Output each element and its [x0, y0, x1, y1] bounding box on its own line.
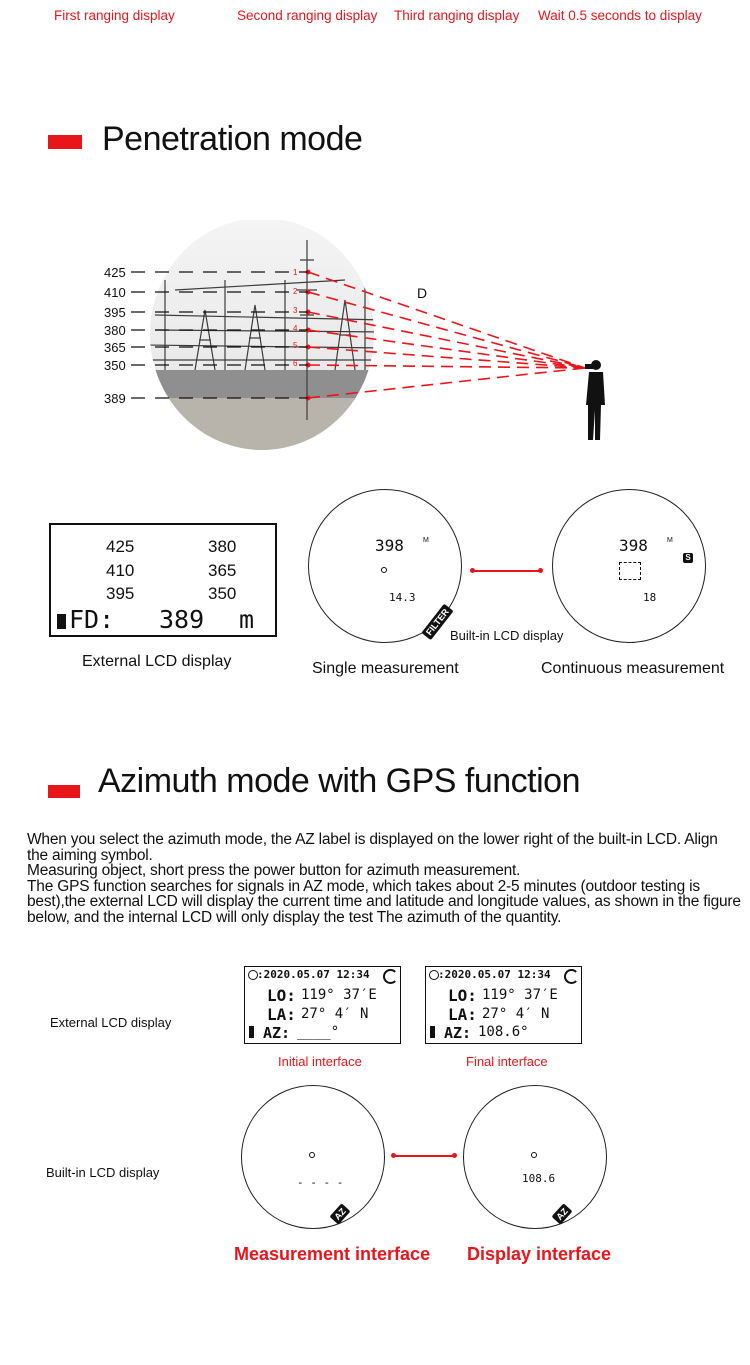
lcd-value: 365	[208, 561, 237, 580]
point-number: 1	[293, 268, 298, 277]
distance-label: 365	[104, 340, 126, 355]
point-number: 5	[293, 341, 298, 350]
lo-label: LO:	[448, 986, 477, 1005]
distance-label: 350	[104, 358, 126, 373]
connector-dot	[538, 568, 543, 573]
single-caption: Single measurement	[312, 660, 459, 677]
penetration-title: Penetration mode	[102, 120, 363, 158]
top-label-wait: Wait 0.5 seconds to display	[538, 8, 702, 23]
gps-datetime: :2020.05.07 12:34	[438, 968, 551, 981]
measurement-caption: Measurement interface	[234, 1244, 431, 1264]
section-marker	[48, 785, 80, 798]
final-caption: Final interface	[466, 1054, 548, 1069]
top-label-second: Second ranging display	[237, 8, 378, 23]
distance-label: 410	[104, 285, 126, 300]
la-value: 27° 4′ N	[482, 1006, 550, 1022]
single-unit: M	[423, 537, 429, 544]
point-number: 3	[293, 306, 298, 315]
connector-dot	[470, 568, 475, 573]
lcd-unit: m	[239, 605, 255, 634]
battery-icon	[430, 1026, 435, 1038]
external-lcd-label: External LCD display	[50, 1015, 172, 1030]
display-interface-lcd	[463, 1085, 607, 1229]
lo-value: 119° 37′E	[482, 987, 558, 1003]
builtin-lcd-label: Built-in LCD display	[46, 1165, 160, 1180]
distance-label: 389	[104, 391, 126, 406]
battery-icon	[57, 614, 66, 629]
section-marker	[48, 135, 82, 149]
aim-dot-icon	[381, 567, 387, 573]
continuous-unit: M	[667, 537, 673, 544]
az-value: 108.6°	[478, 1024, 529, 1040]
measurement-interface-lcd	[241, 1085, 385, 1229]
az-tag: AZ	[330, 1203, 351, 1224]
la-label: LA:	[267, 1005, 296, 1024]
az-value-display: 108.6	[522, 1172, 556, 1185]
initial-caption: Initial interface	[278, 1054, 362, 1069]
la-value: 27° 4′ N	[301, 1006, 369, 1022]
continuous-angle: 18	[643, 591, 657, 604]
top-label-first: First ranging display	[54, 8, 175, 23]
description-line: Measuring object, short press the power button for azimuth measurement.	[27, 862, 521, 879]
aim-dot-icon	[531, 1152, 537, 1158]
refresh-icon	[383, 969, 398, 984]
gps-datetime: :2020.05.07 12:34	[257, 968, 370, 981]
description-line: The GPS function searches for signals in AZ mode, which takes about 2-5 minutes (outdoor testing is best),the external LCD will display the current time and latitude and longitude values, as shown in the figure below, and the internal LCD will only display the test The azimuth of the quantity.	[27, 877, 741, 926]
external-lcd-caption: External LCD display	[82, 653, 232, 670]
lcd-mode: FD:	[69, 605, 115, 634]
la-label: LA:	[448, 1005, 477, 1024]
lcd-value: 380	[208, 537, 237, 556]
az-dashes: - - - -	[297, 1176, 344, 1189]
person-icon	[585, 360, 605, 440]
continuous-badge: S	[683, 553, 693, 563]
gps-lcd-initial	[244, 966, 401, 1044]
connector-dot	[452, 1153, 457, 1158]
lo-value: 119° 37′E	[301, 987, 377, 1003]
display-caption: Display interface	[467, 1244, 612, 1264]
gps-lcd-final	[425, 966, 582, 1044]
connector-line	[393, 1155, 455, 1157]
az-label: AZ:	[263, 1024, 291, 1042]
continuous-distance: 398	[619, 536, 648, 555]
point-number: 2	[293, 287, 298, 296]
az-label: AZ:	[444, 1024, 472, 1042]
lcd-reading: 389	[159, 605, 205, 634]
d-label: D	[417, 285, 428, 301]
single-angle: 14.3	[389, 591, 416, 604]
connector-dot	[391, 1153, 396, 1158]
point-number: 4	[293, 324, 298, 333]
distance-label: 380	[104, 323, 126, 338]
azimuth-title: Azimuth mode with GPS function	[98, 762, 581, 800]
lcd-value: 425	[106, 537, 135, 556]
single-measurement-lcd	[308, 489, 462, 643]
aim-bracket-icon	[619, 562, 641, 580]
distance-label: 425	[104, 265, 126, 280]
substation-photo	[135, 220, 395, 460]
point-number: 6	[293, 359, 298, 368]
description-line: When you select the azimuth mode, the AZ label is displayed on the lower right of the built-in LCD. Align the aiming symbol.	[27, 831, 718, 864]
penetration-diagram	[95, 220, 635, 460]
az-tag: AZ	[552, 1203, 573, 1224]
lcd-value: 395	[106, 584, 135, 603]
lcd-value: 410	[106, 561, 135, 580]
lo-label: LO:	[267, 986, 296, 1005]
lcd-value: 350	[208, 584, 237, 603]
aim-dot-icon	[309, 1152, 315, 1158]
battery-icon	[249, 1026, 254, 1038]
external-lcd-panel	[49, 523, 277, 637]
azimuth-description	[27, 832, 742, 925]
az-value: ____°	[297, 1024, 340, 1040]
top-label-third: Third ranging display	[394, 8, 520, 23]
distance-label: 395	[104, 305, 126, 320]
continuous-measurement-lcd	[552, 489, 706, 643]
connector-line	[472, 570, 542, 572]
refresh-icon	[564, 969, 579, 984]
builtin-lcd-caption: Built-in LCD display	[450, 628, 564, 643]
single-distance: 398	[375, 536, 404, 555]
filter-tag: FILTER	[421, 604, 453, 640]
continuous-caption: Continuous measurement	[541, 660, 725, 677]
